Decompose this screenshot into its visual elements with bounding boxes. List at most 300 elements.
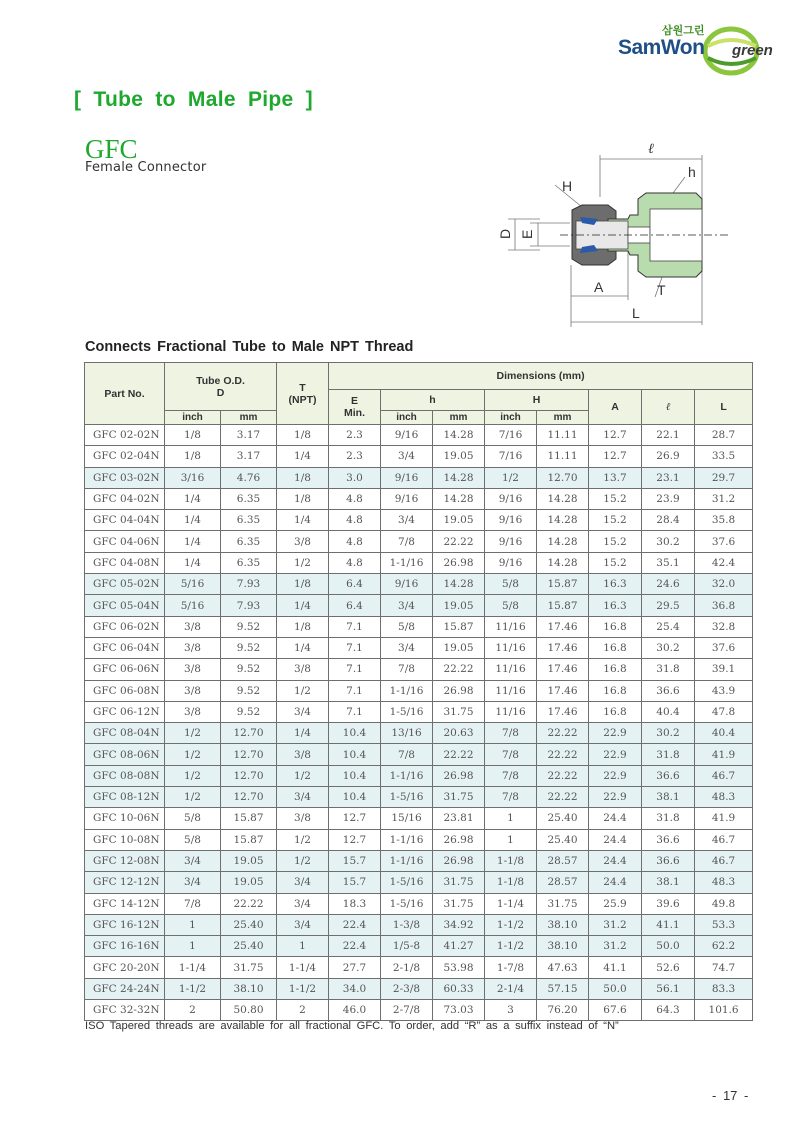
table-row [85, 446, 753, 467]
cell-t: 1/4 [277, 723, 329, 744]
cell-h-inch: 1-1/16 [381, 850, 433, 871]
cell-H-mm: 14.28 [537, 552, 589, 573]
cell-t: 1/8 [277, 574, 329, 595]
cell-l: 49.8 [695, 893, 753, 914]
cell-h-mm: 15.87 [433, 616, 485, 637]
cell-H-inch: 7/16 [485, 446, 537, 467]
cell-H-mm: 15.87 [537, 595, 589, 616]
cell-d-mm: 9.52 [221, 659, 277, 680]
cell-l: 39.1 [695, 659, 753, 680]
cell-t: 3/4 [277, 872, 329, 893]
cell-H-mm: 14.28 [537, 488, 589, 509]
table-row [85, 701, 753, 722]
cell-e: 10.4 [329, 744, 381, 765]
cell-t: 1/4 [277, 446, 329, 467]
cell-d-inch: 1/4 [165, 552, 221, 573]
cell-l: 31.2 [695, 488, 753, 509]
cell-d-inch: 3/4 [165, 872, 221, 893]
cell-ell: 31.8 [642, 659, 695, 680]
cell-l: 41.9 [695, 808, 753, 829]
cell-t: 1/8 [277, 488, 329, 509]
table-row [85, 488, 753, 509]
cell-ell: 23.9 [642, 488, 695, 509]
cell-e: 10.4 [329, 787, 381, 808]
cell-ell: 39.6 [642, 893, 695, 914]
header-l: L [695, 390, 753, 425]
cell-H-mm: 17.46 [537, 637, 589, 658]
cell-H-mm: 25.40 [537, 808, 589, 829]
header-t-npt: T (NPT) [277, 363, 329, 425]
cell-l: 29.7 [695, 467, 753, 488]
cell-H-inch: 1-1/8 [485, 872, 537, 893]
cell-h-inch: 3/4 [381, 446, 433, 467]
cell-h-mm: 26.98 [433, 552, 485, 573]
cell-ell: 36.6 [642, 850, 695, 871]
cell-d-mm: 38.10 [221, 978, 277, 999]
cell-H-mm: 38.10 [537, 914, 589, 935]
cell-H-inch: 1 [485, 808, 537, 829]
cell-H-inch: 7/8 [485, 765, 537, 786]
label-H: H [562, 178, 573, 194]
cell-t: 1/2 [277, 850, 329, 871]
cell-ell: 25.4 [642, 616, 695, 637]
cell-h-inch: 1-1/16 [381, 552, 433, 573]
cell-ell: 50.0 [642, 936, 695, 957]
cell-h-mm: 31.75 [433, 787, 485, 808]
cell-h-mm: 19.05 [433, 595, 485, 616]
cell-t: 1/2 [277, 765, 329, 786]
cell-part: GFC 12-12N [85, 872, 165, 893]
cell-e: 10.4 [329, 765, 381, 786]
cell-l: 43.9 [695, 680, 753, 701]
cell-h-mm: 14.28 [433, 425, 485, 446]
cell-H-inch: 9/16 [485, 552, 537, 573]
cell-h-inch: 5/8 [381, 616, 433, 637]
cell-H-inch: 7/8 [485, 723, 537, 744]
cell-t: 1/4 [277, 637, 329, 658]
header-dimensions: Dimensions (mm) [329, 363, 753, 390]
header-h-small: h [381, 390, 485, 411]
cell-d-mm: 7.93 [221, 574, 277, 595]
cell-H-inch: 1/2 [485, 467, 537, 488]
cell-H-mm: 11.11 [537, 425, 589, 446]
cell-a: 12.7 [589, 446, 642, 467]
table-row [85, 637, 753, 658]
cell-h-mm: 26.98 [433, 765, 485, 786]
table-row [85, 680, 753, 701]
cell-t: 3/8 [277, 531, 329, 552]
cell-d-inch: 3/16 [165, 467, 221, 488]
cell-a: 31.2 [589, 936, 642, 957]
header-e-min: E Min. [329, 390, 381, 425]
cell-t: 1/8 [277, 616, 329, 637]
cell-h-mm: 14.28 [433, 467, 485, 488]
cell-l: 35.8 [695, 510, 753, 531]
cell-H-inch: 5/8 [485, 595, 537, 616]
cell-h-mm: 60.33 [433, 978, 485, 999]
footnote: ISO Tapered threads are available for all fractional GFC. To order, add “R” as a suffix instead of “N” [85, 1020, 619, 1032]
cell-ell: 24.6 [642, 574, 695, 595]
cell-d-mm: 3.17 [221, 446, 277, 467]
cell-l: 37.6 [695, 531, 753, 552]
table-row [85, 552, 753, 573]
cell-ell: 30.2 [642, 637, 695, 658]
cell-H-mm: 31.75 [537, 893, 589, 914]
cell-ell: 64.3 [642, 1000, 695, 1021]
cell-d-mm: 6.35 [221, 531, 277, 552]
cell-d-inch: 5/16 [165, 574, 221, 595]
cell-H-inch: 9/16 [485, 531, 537, 552]
cell-t: 1/2 [277, 680, 329, 701]
label-T: T [657, 282, 666, 298]
cell-h-mm: 73.03 [433, 1000, 485, 1021]
cell-H-inch: 7/8 [485, 744, 537, 765]
cell-H-mm: 11.11 [537, 446, 589, 467]
cell-H-inch: 11/16 [485, 680, 537, 701]
cell-part: GFC 24-24N [85, 978, 165, 999]
table-row [85, 1000, 753, 1021]
table-row [85, 850, 753, 871]
table-row [85, 914, 753, 935]
cell-ell: 29.5 [642, 595, 695, 616]
cell-H-inch: 1 [485, 829, 537, 850]
cell-l: 28.7 [695, 425, 753, 446]
cell-h-inch: 2-3/8 [381, 978, 433, 999]
cell-part: GFC 14-12N [85, 893, 165, 914]
cell-h-inch: 2-1/8 [381, 957, 433, 978]
cell-e: 15.7 [329, 872, 381, 893]
cell-part: GFC 20-20N [85, 957, 165, 978]
cell-l: 46.7 [695, 829, 753, 850]
cell-d-mm: 12.70 [221, 765, 277, 786]
cell-H-inch: 1-1/4 [485, 893, 537, 914]
cell-d-inch: 5/8 [165, 829, 221, 850]
cell-part: GFC 05-04N [85, 595, 165, 616]
cell-part: GFC 04-08N [85, 552, 165, 573]
cell-h-inch: 7/8 [381, 659, 433, 680]
cell-a: 15.2 [589, 531, 642, 552]
cell-h-inch: 2-7/8 [381, 1000, 433, 1021]
cell-H-mm: 47.63 [537, 957, 589, 978]
cell-d-mm: 19.05 [221, 850, 277, 871]
cell-d-mm: 9.52 [221, 680, 277, 701]
cell-a: 16.3 [589, 574, 642, 595]
cell-h-inch: 1/5-8 [381, 936, 433, 957]
cell-a: 22.9 [589, 744, 642, 765]
cell-h-inch: 15/16 [381, 808, 433, 829]
cell-d-mm: 3.17 [221, 425, 277, 446]
cell-l: 62.2 [695, 936, 753, 957]
cell-d-inch: 1-1/4 [165, 957, 221, 978]
cell-H-inch: 7/8 [485, 787, 537, 808]
cell-d-inch: 5/16 [165, 595, 221, 616]
cell-t: 3/4 [277, 914, 329, 935]
cell-d-mm: 25.40 [221, 936, 277, 957]
cell-h-mm: 22.22 [433, 531, 485, 552]
cell-h-inch: 3/4 [381, 595, 433, 616]
cell-d-mm: 6.35 [221, 510, 277, 531]
cell-part: GFC 16-12N [85, 914, 165, 935]
cell-l: 83.3 [695, 978, 753, 999]
cell-ell: 22.1 [642, 425, 695, 446]
header-h-mm: mm [433, 411, 485, 425]
label-A: A [594, 279, 604, 295]
cell-e: 10.4 [329, 723, 381, 744]
cell-t: 3/4 [277, 893, 329, 914]
cell-e: 34.0 [329, 978, 381, 999]
cell-H-inch: 5/8 [485, 574, 537, 595]
cell-part: GFC 06-04N [85, 637, 165, 658]
cell-a: 15.2 [589, 510, 642, 531]
label-ell: ℓ [648, 142, 654, 157]
cell-t: 1 [277, 936, 329, 957]
cell-d-mm: 9.52 [221, 637, 277, 658]
product-name: Female Connector [85, 160, 207, 175]
cell-l: 32.0 [695, 574, 753, 595]
cell-ell: 36.6 [642, 829, 695, 850]
cell-H-inch: 3 [485, 1000, 537, 1021]
cell-a: 50.0 [589, 978, 642, 999]
cell-H-inch: 11/16 [485, 637, 537, 658]
cell-h-mm: 34.92 [433, 914, 485, 935]
cell-d-mm: 6.35 [221, 488, 277, 509]
cell-h-mm: 53.98 [433, 957, 485, 978]
cell-h-mm: 19.05 [433, 510, 485, 531]
cell-l: 48.3 [695, 872, 753, 893]
cell-part: GFC 08-12N [85, 787, 165, 808]
header-tube-od: Tube O.D. D [165, 363, 277, 411]
cell-h-mm: 22.22 [433, 744, 485, 765]
cell-l: 48.3 [695, 787, 753, 808]
table-row [85, 808, 753, 829]
cell-a: 15.2 [589, 552, 642, 573]
cell-l: 47.8 [695, 701, 753, 722]
cell-a: 31.2 [589, 914, 642, 935]
cell-a: 16.3 [589, 595, 642, 616]
cell-h-mm: 22.22 [433, 659, 485, 680]
samwon-green-logo [618, 20, 784, 76]
cell-d-inch: 3/4 [165, 850, 221, 871]
cell-d-inch: 1/2 [165, 723, 221, 744]
cell-H-mm: 38.10 [537, 936, 589, 957]
cell-ell: 30.2 [642, 531, 695, 552]
cell-ell: 52.6 [642, 957, 695, 978]
header-h-inch: inch [381, 411, 433, 425]
cell-e: 4.8 [329, 552, 381, 573]
cell-h-inch: 1-3/8 [381, 914, 433, 935]
logo-brand-text: SamWon [618, 36, 705, 59]
cell-a: 24.4 [589, 850, 642, 871]
cell-e: 6.4 [329, 574, 381, 595]
table-body [85, 425, 753, 1021]
cell-a: 12.7 [589, 425, 642, 446]
cell-part: GFC 08-06N [85, 744, 165, 765]
cell-part: GFC 10-06N [85, 808, 165, 829]
cell-ell: 28.4 [642, 510, 695, 531]
cell-d-mm: 15.87 [221, 808, 277, 829]
cell-d-inch: 2 [165, 1000, 221, 1021]
cell-part: GFC 06-06N [85, 659, 165, 680]
table-row [85, 765, 753, 786]
cell-h-inch: 9/16 [381, 425, 433, 446]
cell-h-mm: 26.98 [433, 829, 485, 850]
cell-h-mm: 41.27 [433, 936, 485, 957]
cell-H-inch: 11/16 [485, 659, 537, 680]
table-row [85, 425, 753, 446]
cell-h-mm: 19.05 [433, 446, 485, 467]
cell-h-mm: 23.81 [433, 808, 485, 829]
cell-H-inch: 11/16 [485, 701, 537, 722]
cell-e: 7.1 [329, 637, 381, 658]
cell-h-inch: 1-1/16 [381, 829, 433, 850]
cell-d-mm: 7.93 [221, 595, 277, 616]
table-title: Connects Fractional Tube to Male NPT Thread [85, 339, 414, 355]
cell-ell: 23.1 [642, 467, 695, 488]
cell-h-mm: 14.28 [433, 574, 485, 595]
cell-d-inch: 5/8 [165, 808, 221, 829]
cell-d-mm: 22.22 [221, 893, 277, 914]
cell-a: 16.8 [589, 637, 642, 658]
cell-e: 4.8 [329, 488, 381, 509]
cell-d-mm: 12.70 [221, 787, 277, 808]
cell-H-inch: 1-1/8 [485, 850, 537, 871]
table-row [85, 957, 753, 978]
cell-l: 53.3 [695, 914, 753, 935]
cell-a: 16.8 [589, 701, 642, 722]
cell-part: GFC 16-16N [85, 936, 165, 957]
cell-e: 22.4 [329, 936, 381, 957]
cell-a: 16.8 [589, 680, 642, 701]
cell-t: 1/8 [277, 467, 329, 488]
cell-ell: 36.6 [642, 680, 695, 701]
cell-H-mm: 17.46 [537, 701, 589, 722]
table-row [85, 467, 753, 488]
cell-d-mm: 6.35 [221, 552, 277, 573]
cell-part: GFC 03-02N [85, 467, 165, 488]
cell-e: 3.0 [329, 467, 381, 488]
cell-part: GFC 05-02N [85, 574, 165, 595]
cell-t: 3/8 [277, 744, 329, 765]
label-D: D [497, 228, 513, 239]
cell-H-inch: 1-1/2 [485, 914, 537, 935]
cell-t: 3/8 [277, 659, 329, 680]
cell-l: 33.5 [695, 446, 753, 467]
cell-ell: 38.1 [642, 787, 695, 808]
cell-e: 15.7 [329, 850, 381, 871]
cell-H-mm: 57.15 [537, 978, 589, 999]
cell-H-inch: 1-1/2 [485, 936, 537, 957]
table-row [85, 744, 753, 765]
cell-ell: 31.8 [642, 744, 695, 765]
cell-H-mm: 22.22 [537, 723, 589, 744]
cell-a: 22.9 [589, 723, 642, 744]
cell-part: GFC 02-02N [85, 425, 165, 446]
fitting-cross-section-diagram [490, 135, 735, 330]
cell-t: 1/2 [277, 829, 329, 850]
cell-e: 22.4 [329, 914, 381, 935]
dimensions-table [84, 362, 753, 1021]
cell-l: 40.4 [695, 723, 753, 744]
cell-H-mm: 76.20 [537, 1000, 589, 1021]
cell-H-mm: 12.70 [537, 467, 589, 488]
cell-d-inch: 3/8 [165, 701, 221, 722]
cell-d-inch: 1/2 [165, 744, 221, 765]
cell-l: 41.9 [695, 744, 753, 765]
cell-d-inch: 3/8 [165, 659, 221, 680]
cell-d-inch: 7/8 [165, 893, 221, 914]
cell-t: 3/8 [277, 808, 329, 829]
cell-H-mm: 17.46 [537, 680, 589, 701]
cell-d-mm: 9.52 [221, 701, 277, 722]
cell-t: 1/2 [277, 552, 329, 573]
cell-ell: 31.8 [642, 808, 695, 829]
cell-part: GFC 08-04N [85, 723, 165, 744]
cell-t: 1/4 [277, 595, 329, 616]
cell-t: 1-1/2 [277, 978, 329, 999]
cell-a: 22.9 [589, 765, 642, 786]
cell-H-inch: 7/16 [485, 425, 537, 446]
cell-d-inch: 1/2 [165, 787, 221, 808]
cell-part: GFC 10-08N [85, 829, 165, 850]
cell-H-mm: 15.87 [537, 574, 589, 595]
cell-h-mm: 26.98 [433, 850, 485, 871]
table-row [85, 595, 753, 616]
cell-a: 25.9 [589, 893, 642, 914]
cell-H-mm: 28.57 [537, 850, 589, 871]
cell-a: 24.4 [589, 872, 642, 893]
cell-ell: 30.2 [642, 723, 695, 744]
cell-h-mm: 19.05 [433, 637, 485, 658]
cell-t: 2 [277, 1000, 329, 1021]
cell-d-inch: 1-1/2 [165, 978, 221, 999]
table-row [85, 829, 753, 850]
cell-a: 16.8 [589, 616, 642, 637]
cell-part: GFC 04-02N [85, 488, 165, 509]
cell-t: 1/4 [277, 510, 329, 531]
page-number: - 17 - [712, 1088, 749, 1103]
cell-H-inch: 11/16 [485, 616, 537, 637]
table-row [85, 616, 753, 637]
cell-e: 7.1 [329, 680, 381, 701]
cell-a: 67.6 [589, 1000, 642, 1021]
cell-h-mm: 31.75 [433, 701, 485, 722]
cell-d-inch: 3/8 [165, 637, 221, 658]
cell-part: GFC 06-08N [85, 680, 165, 701]
header-H-mm: mm [537, 411, 589, 425]
cell-d-mm: 50.80 [221, 1000, 277, 1021]
cell-t: 1-1/4 [277, 957, 329, 978]
cell-d-inch: 1/4 [165, 510, 221, 531]
logo-suffix-text: green [732, 42, 773, 59]
table-row [85, 510, 753, 531]
cell-d-inch: 1/8 [165, 446, 221, 467]
cell-d-inch: 1/4 [165, 488, 221, 509]
table-row [85, 893, 753, 914]
cell-h-inch: 9/16 [381, 488, 433, 509]
cell-t: 1/8 [277, 425, 329, 446]
header-d-mm: mm [221, 411, 277, 425]
cell-h-inch: 7/8 [381, 744, 433, 765]
cell-l: 37.6 [695, 637, 753, 658]
cell-l: 101.6 [695, 1000, 753, 1021]
header-d-inch: inch [165, 411, 221, 425]
cell-d-inch: 1/2 [165, 765, 221, 786]
cell-ell: 40.4 [642, 701, 695, 722]
cell-H-mm: 17.46 [537, 616, 589, 637]
cell-h-inch: 9/16 [381, 467, 433, 488]
cell-part: GFC 02-04N [85, 446, 165, 467]
cell-e: 2.3 [329, 446, 381, 467]
